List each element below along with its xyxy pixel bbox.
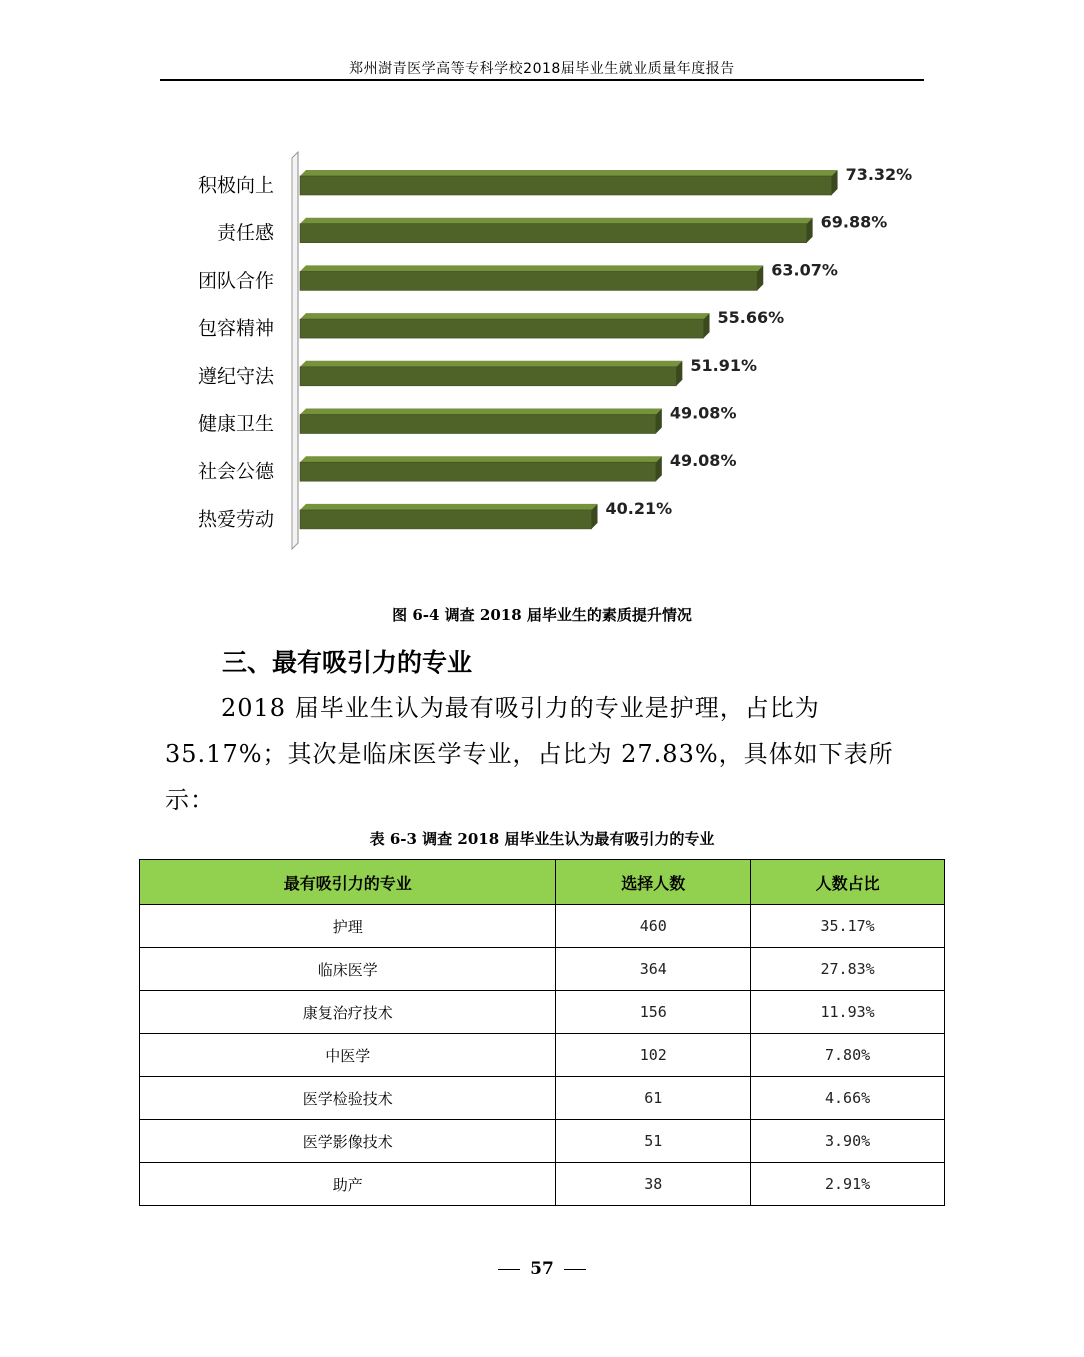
- bar: [300, 271, 757, 290]
- page-number: [0, 1259, 1084, 1279]
- major-cell: 医学影像技术: [140, 1120, 556, 1163]
- category-label: 热爱劳动: [197, 508, 274, 531]
- major-cell: 康复治疗技术: [140, 991, 556, 1034]
- bar: [300, 510, 592, 529]
- data-label: 51.91%: [690, 355, 757, 375]
- column-header-share: 人数占比: [751, 860, 945, 905]
- data-label: 49.08%: [669, 403, 737, 423]
- bar-top: [300, 218, 813, 224]
- bar-top: [300, 265, 763, 271]
- share-cell: 11.93%: [751, 991, 945, 1034]
- bar: [300, 415, 656, 434]
- bar-top: [300, 409, 662, 415]
- header-rule: [160, 79, 924, 81]
- data-label: 55.66%: [717, 308, 785, 328]
- data-label: 49.08%: [669, 451, 737, 471]
- count-cell: 61: [556, 1077, 751, 1120]
- page-number-dash: [564, 1269, 586, 1270]
- body-paragraph: 2018 届毕业生认为最有吸引力的专业是护理，占比为 35.17%；其次是临床医学专业，占比为 27.83%，具体如下表所示：: [165, 694, 894, 814]
- count-cell: 38: [556, 1163, 751, 1206]
- bar-top: [300, 504, 598, 510]
- count-cell: 156: [556, 991, 751, 1034]
- bar-top: [300, 170, 838, 176]
- table-row: [140, 1163, 945, 1206]
- count-cell: 460: [556, 905, 751, 948]
- table-row: [140, 991, 945, 1034]
- data-label: 69.88%: [820, 212, 888, 232]
- data-label: 40.21%: [605, 498, 673, 518]
- category-label: 遵纪守法: [197, 365, 274, 388]
- major-cell: 护理: [140, 905, 556, 948]
- share-cell: 7.80%: [751, 1034, 945, 1077]
- share-cell: 27.83%: [751, 948, 945, 991]
- category-label: 积极向上: [197, 174, 274, 197]
- section-heading: 三、最有吸引力的专业: [222, 648, 473, 677]
- bar-top: [300, 361, 682, 367]
- column-header-count: 选择人数: [556, 860, 751, 905]
- share-cell: 35.17%: [751, 905, 945, 948]
- major-cell: 助产: [140, 1163, 556, 1206]
- category-label: 包容精神: [197, 317, 274, 340]
- category-label: 责任感: [216, 222, 274, 245]
- count-cell: 102: [556, 1034, 751, 1077]
- count-cell: 364: [556, 948, 751, 991]
- page-number-dash: [498, 1269, 520, 1270]
- major-cell: 中医学: [140, 1034, 556, 1077]
- table-row: [140, 1077, 945, 1120]
- table-header-row: [140, 860, 945, 905]
- table-row: [140, 905, 945, 948]
- table-row: [140, 1120, 945, 1163]
- bar: [300, 462, 656, 481]
- category-label: 健康卫生: [197, 413, 274, 435]
- data-label: 63.07%: [771, 260, 838, 280]
- major-cell: 医学检验技术: [140, 1077, 556, 1120]
- table-caption: 表 6-3 调查 2018 届毕业生认为最有吸引力的专业: [369, 830, 715, 848]
- page-number-text: 57: [530, 1259, 554, 1279]
- bar: [300, 224, 807, 243]
- axis-wall: [292, 152, 298, 549]
- running-header: 郑州澍青医学高等专科学校2018届毕业生就业质量年度报告: [349, 61, 735, 77]
- table-row: [140, 1034, 945, 1077]
- major-cell: 临床医学: [140, 948, 556, 991]
- bar: [300, 367, 676, 386]
- share-cell: 3.90%: [751, 1120, 945, 1163]
- bar-top: [300, 456, 662, 462]
- figure-caption: 图 6-4 调查 2018 届毕业生的素质提升情况: [392, 606, 692, 624]
- bar: [300, 319, 704, 338]
- bar-top: [300, 313, 710, 319]
- quality-improvement-bar-chart: [170, 150, 930, 560]
- table-row: [140, 948, 945, 991]
- majors-table: [139, 859, 945, 1206]
- column-header-major: 最有吸引力的专业: [140, 860, 556, 905]
- bar: [300, 176, 832, 195]
- count-cell: 51: [556, 1120, 751, 1163]
- share-cell: 4.66%: [751, 1077, 945, 1120]
- data-label: 73.32%: [845, 165, 913, 184]
- category-label: 社会公德: [197, 460, 274, 483]
- share-cell: 2.91%: [751, 1163, 945, 1206]
- category-label: 团队合作: [197, 269, 274, 292]
